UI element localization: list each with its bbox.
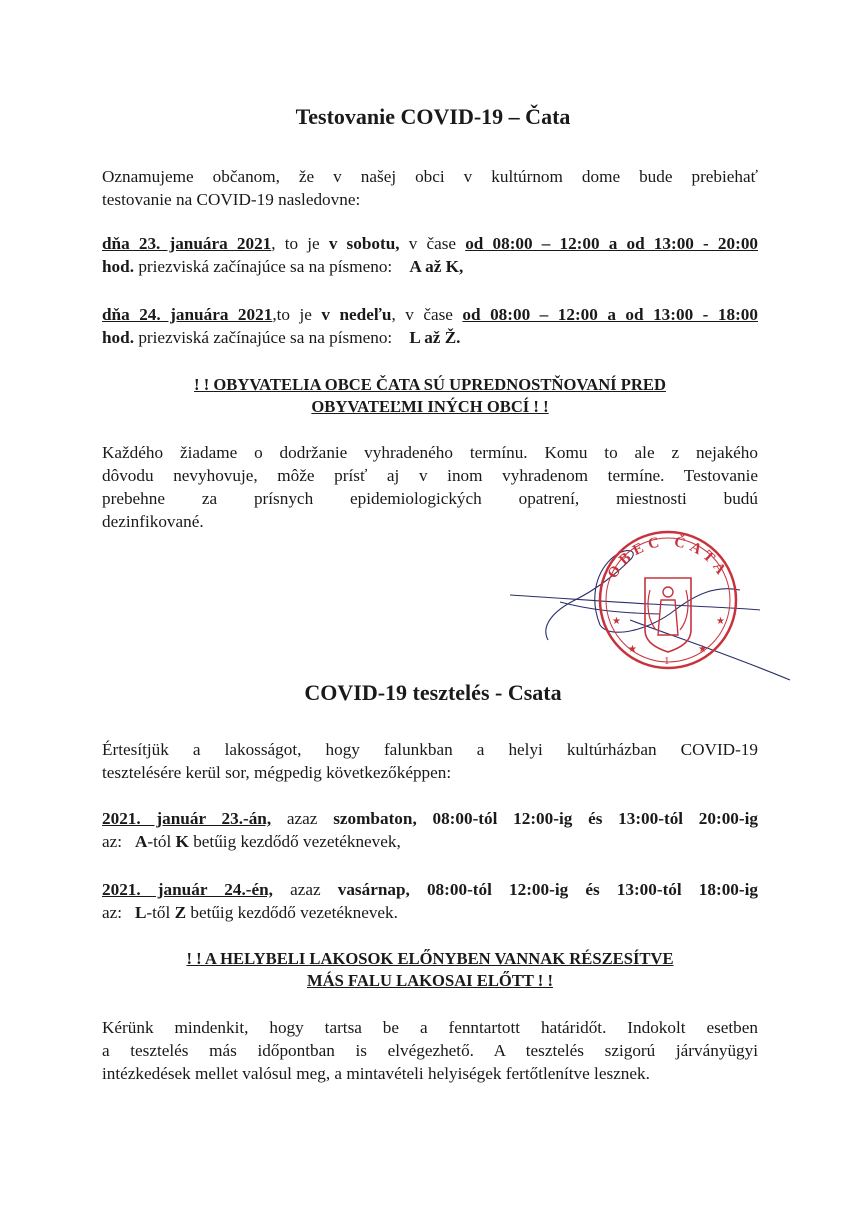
svg-text:★: ★	[628, 644, 637, 655]
time-hu-2: vasárnap, 08:00-tól 12:00-ig és 13:00-tól 18:00-ig	[337, 880, 758, 899]
warning-sk: ! ! OBYVATELIA OBCE ČATA SÚ UPREDNOSTŇOVANÍ PRED OBYVATEĽMI INÝCH OBCÍ ! !	[194, 375, 666, 416]
schedule-day2-sk: dňa 24. januára 2021,to je v nedeľu, v čase od 08:00 – 12:00 a od 13:00 - 18:00 hod. priezviská začínajúce sa na písmeno: L až Ž.	[102, 305, 758, 347]
date-sk-2: dňa 24. januára 2021	[102, 305, 273, 324]
official-stamp	[500, 530, 800, 690]
date-hu-2: 2021. január 24.-én,	[102, 880, 273, 899]
warning-hu: ! ! A HELYBELI LAKOSOK ELŐNYBEN VANNAK RÉSZESÍTVE MÁS FALU LAKOSAI ELŐTT ! !	[186, 949, 674, 990]
title-hu: COVID-19 tesztelés - Csata	[304, 680, 562, 705]
intro-sk: Oznamujeme občanom, že v našej obci v kultúrnom dome bude prebiehať testovanie na COVID-19 nasledovne:	[102, 167, 758, 209]
signature	[510, 551, 790, 680]
letters-sk-2: L až Ž.	[409, 328, 461, 347]
svg-text:★: ★	[698, 644, 707, 655]
stamp-number: 1	[664, 655, 670, 667]
time-hu-1: szombaton, 08:00-tól 12:00-ig és 13:00-tól 20:00-ig	[333, 809, 758, 828]
title-sk: Testovanie COVID-19 – Čata	[295, 104, 571, 129]
time-sk-1: od 08:00 – 12:00 a od 13:00 - 20:00	[465, 234, 759, 253]
svg-text:★: ★	[716, 616, 725, 627]
schedule-day2-hu: 2021. január 24.-én, azaz vasárnap, 08:00-tól 12:00-ig és 13:00-tól 18:00-ig az: L-től Z betűig kezdődő vezetéknevek.	[102, 880, 758, 922]
svg-text:OBEC ČATA	[605, 533, 731, 581]
stamp-seal	[600, 532, 736, 668]
intro-hu: Értesítjük a lakosságot, hogy falunkban a helyi kultúrházban COVID-19 tesztelésére kerül sor, mégpedig következőképpen:	[102, 740, 758, 782]
letters-sk-1: A až K,	[409, 257, 464, 276]
svg-text:★: ★	[612, 616, 621, 627]
time-sk-2: od 08:00 – 12:00 a od 13:00 - 18:00	[462, 305, 758, 324]
schedule-day1-hu: 2021. január 23.-án, azaz szombaton, 08:00-tól 12:00-ig és 13:00-tól 20:00-ig az: A-tól K betűig kezdődő vezetéknevek,	[102, 809, 758, 851]
schedule-day1-sk: dňa 23. januára 2021, to je v sobotu, v čase od 08:00 – 12:00 a od 13:00 - 20:00 hod. priezviská začínajúce sa na písmeno: A až K,	[102, 234, 759, 276]
body-sk: Každého žiadame o dodržanie vyhradeného termínu. Komu to ale z nejakého dôvodu nevyhovuje, môže prísť aj v inom vyhradenom termíne. Testovanie prebehne za prísnych epidemiologických opatrení, miestnosti budú dezinfikované.	[102, 443, 758, 531]
body-hu: Kérünk mindenkit, hogy tartsa be a fenntartott határidőt. Indokolt esetben a tesztelés más időpontban is elvégezhető. A tesztelés szigorú járványügyi intézkedések mellet valósul meg, a mintavételi helyiségek fertőtlenítve lesznek.	[102, 1018, 758, 1083]
date-hu-1: 2021. január 23.-án,	[102, 809, 272, 828]
date-sk-1: dňa 23. januára 2021	[102, 234, 272, 253]
stamp-text: OBEC ČATA	[604, 533, 732, 582]
